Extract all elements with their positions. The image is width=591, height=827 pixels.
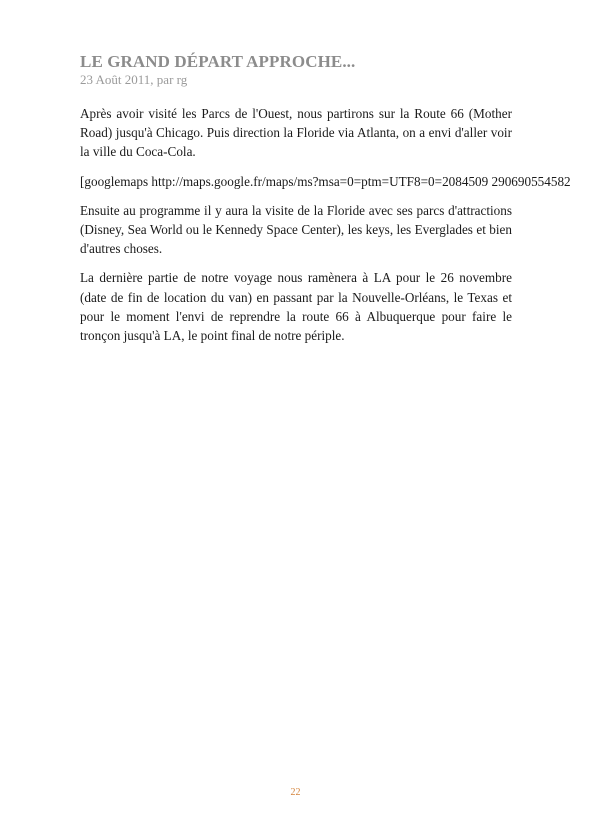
paragraph-googlemaps-shortcode: [googlemaps http://maps.google.fr/maps/ms?msa=0=ptm=UTF8=0=2084509 290690554582 (80, 173, 571, 189)
paragraph-final-leg: La dernière partie de notre voyage nous ramènera à LA pour le 26 novembre (date de fin de location du van) en passant par la Nouvelle-Orléans, le Texas et pour le moment l'envi de reprendre la route 66 à Albuquerque pour faire le tronçon jusqu'à LA, le point final de notre périple. (80, 270, 512, 344)
paragraph-florida: Ensuite au programme il y aura la visite de la Floride avec ses parcs d'attractions (Disney, Sea World ou le Kennedy Space Center), les keys, les Everglades et bien d'autres choses. (80, 202, 512, 257)
page-number: 22 (290, 787, 301, 798)
post-title: LE GRAND DÉPART APPROCHE... (80, 52, 356, 71)
paragraph-intro: Après avoir visité les Parcs de l'Ouest, nous partirons sur la Route 66 (Mother Road) jusqu'à Chicago. Puis direction la Floride via Atlanta, on a envi d'aller voir la ville du Coca-Cola. (80, 106, 512, 160)
post-content (80, 104, 571, 355)
post-header (80, 52, 520, 88)
post-meta: 23 Août 2011, par rg (80, 72, 188, 87)
